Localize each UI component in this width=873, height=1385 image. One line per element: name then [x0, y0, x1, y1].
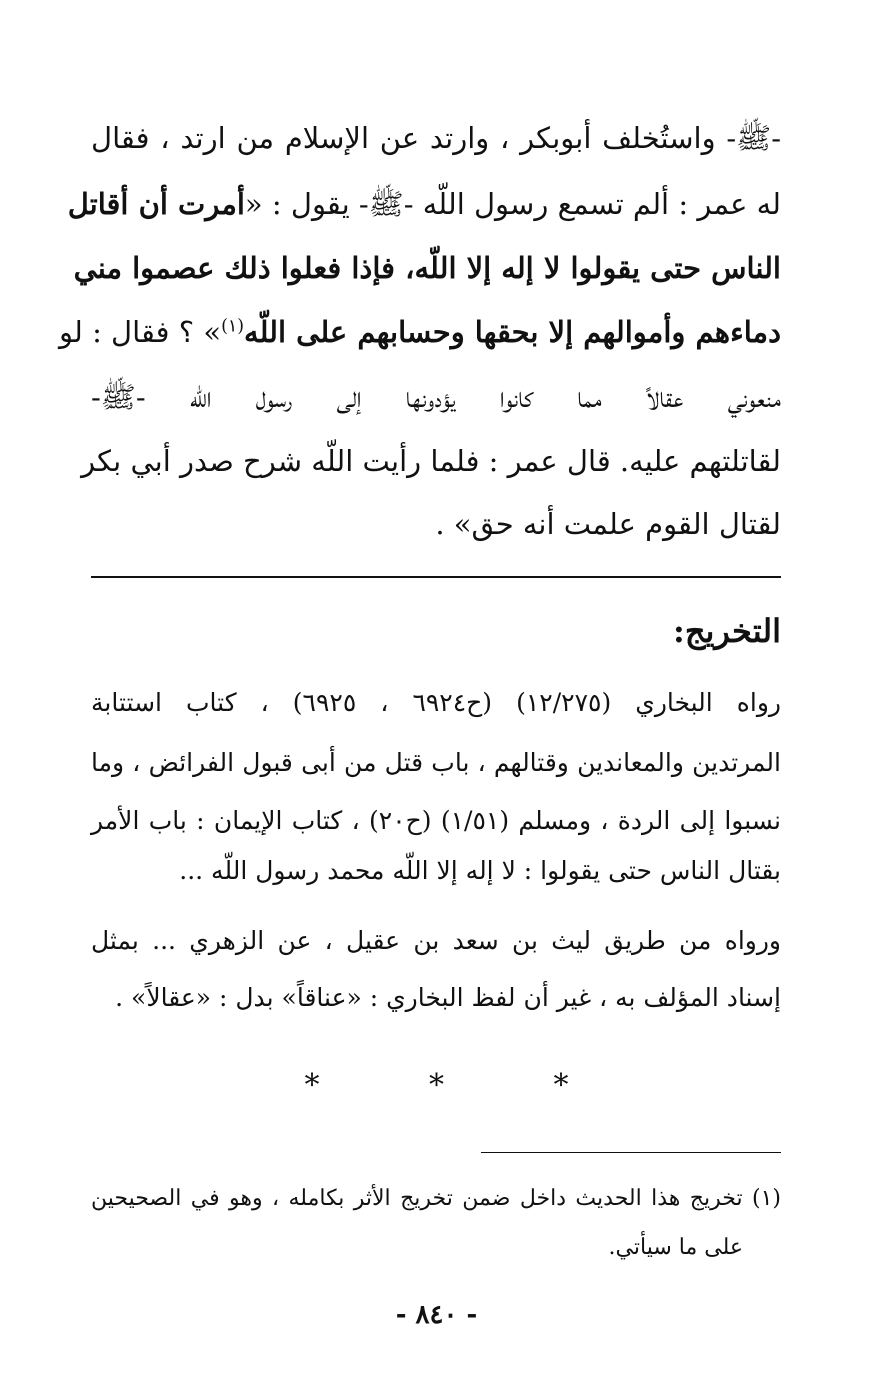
footnote-marker[interactable]: (١) [221, 316, 245, 337]
takhrij-heading: التخريج: [673, 612, 781, 650]
takhrij-line: إسناد المؤلف به ، غير أن لفظ البخاري : «عناقاً» بدل : «عقالاً» . [115, 983, 781, 1012]
takhrij-line: نسبوا إلى الردة ، ومسلم (١/٥١) (ح٢٠) ، كتاب الإيمان : باب الأمر [91, 806, 781, 835]
hadith-quote-bold: دماءهم وأموالهم إلا بحقها وحسابهم على اللّه [244, 315, 781, 349]
main-text-segment: » ؟ فقال : لو [59, 315, 222, 349]
main-text-line: منعوني عقالاً مما كانوا يؤدونها إلى رسول اللّه -ﷺ- [91, 380, 781, 414]
hadith-quote-bold: الناس حتى يقولوا لا إله إلا اللّه، فإذا فعلوا ذلك عصموا مني [73, 251, 781, 285]
takhrij-line: المرتدين والمعاندين وقتالهم ، باب قتل من أبى قبول الفرائض ، وما [91, 748, 781, 777]
footnote-line: على ما سيأتي. [608, 1235, 743, 1260]
main-text-line: -ﷺ- واستُخلف أبوبكر ، وارتد عن الإسلام من ارتد ، فقال [91, 121, 781, 155]
page-number: - ٨٤٠ - [395, 1300, 478, 1330]
footnote-line: (١) تخريج هذا الحديث داخل ضمن تخريج الأثر بكامله ، وهو في الصحيحين [91, 1186, 781, 1211]
footnote-divider [481, 1152, 781, 1153]
main-text-line: لقتال القوم علمت أنه حق» . [435, 507, 781, 541]
main-text-line [67, 187, 781, 221]
section-divider [91, 576, 781, 578]
main-text-segment: له عمر : ألم تسمع رسول اللّه -ﷺ- يقول : « [244, 187, 781, 221]
takhrij-line: بقتال الناس حتى يقولوا : لا إله إلا اللّه محمد رسول اللّه ... [179, 856, 781, 885]
takhrij-line: رواه البخاري (١٢/٢٧٥) (ح٦٩٢٤ ، ٦٩٢٥) ، كتاب استتابة [91, 688, 781, 717]
main-text-line: لقاتلتهم عليه. قال عمر : فلما رأيت اللّه شرح صدر أبي بكر [81, 444, 781, 478]
takhrij-line: ورواه من طريق ليث بن سعد بن عقيل ، عن الزهري ... بمثل [91, 926, 781, 955]
main-text-line [59, 315, 781, 349]
main-text-line [73, 251, 781, 285]
section-separator-stars: * * * [304, 1068, 619, 1103]
hadith-quote-bold: أمرت أن أقاتل [67, 187, 245, 221]
